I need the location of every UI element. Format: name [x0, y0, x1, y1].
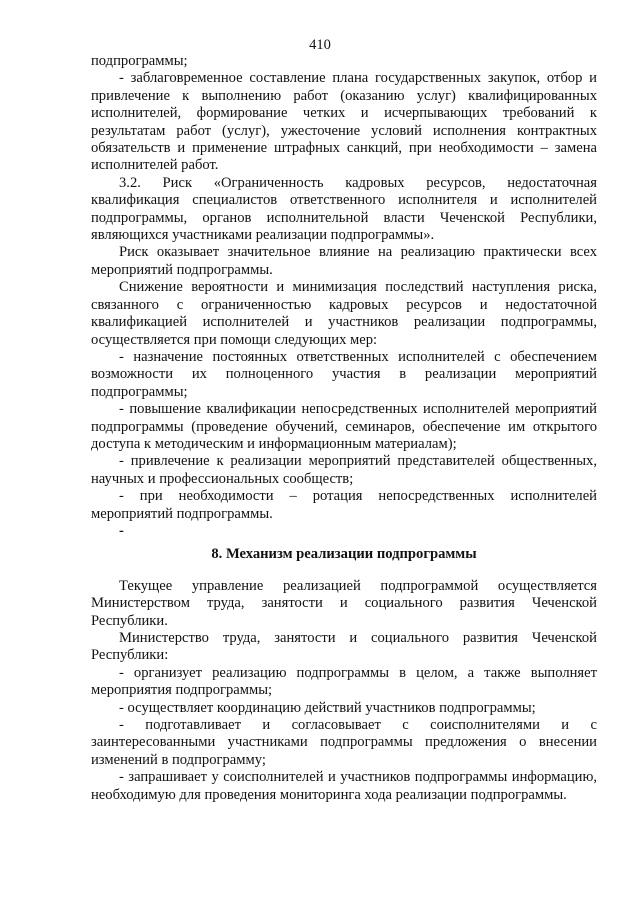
- page-number: 410: [309, 37, 331, 53]
- section-heading: 8. Механизм реализации подпрограммы: [211, 546, 477, 563]
- paragraph: 3.2. Риск «Ограниченность кадровых ресурсов, недостаточная квалификация специалистов ответственного исполнителя и исполнителей подпрограммы, органов исполнительной власти Чеченской Республики, являющихся участниками реализации подпрограммы».: [91, 174, 597, 244]
- paragraph: - подготавливает и согласовывает с соисполнителями и с заинтересованными участниками подпрограммы предложения о внесении изменений в подпрограмму;: [91, 717, 597, 768]
- paragraph: - назначение постоянных ответственных исполнителей с обеспечением возможности их полноценного участия в реализации мероприятий подпрограммы;: [91, 348, 597, 400]
- paragraph: Снижение вероятности и минимизация последствий наступления риска, связанного с ограниченностью кадровых ресурсов и недостаточной квалификацией исполнителей и участников реализации подпрограммы, осуществляется при помощи следующих мер:: [91, 279, 597, 348]
- paragraph: -: [119, 522, 124, 539]
- paragraph: - повышение квалификации непосредственных исполнителей мероприятий подпрограммы (проведение обучений, семинаров, обеспечение им открытого доступа к методическим и информационным материалам);: [91, 401, 597, 452]
- paragraph: - привлечение к реализации мероприятий представителей общественных, научных и профессиональных сообществ;: [91, 453, 597, 487]
- paragraph: - запрашивает у соисполнителей и участников подпрограммы информацию, необходимую для проведения мониторинга хода реализации подпрограммы.: [91, 769, 597, 803]
- paragraph: - заблаговременное составление плана государственных закупок, отбор и привлечение к выполнению работ (оказанию услуг) квалифицированных исполнителей, формирование четких и исчерпывающих требований к результатам работ (услуг), ужесточение условий исполнения контрактных обязательств и применение штрафных санкций, при необходимости – замена исполнителей работ.: [91, 70, 597, 174]
- paragraph: Риск оказывает значительное влияние на реализацию практически всех мероприятий подпрограммы.: [91, 244, 597, 278]
- paragraph: Министерство труда, занятости и социального развития Чеченской Республики:: [91, 630, 597, 664]
- paragraph: Текущее управление реализацией подпрограммой осуществляется Министерством труда, занятости и социального развития Чеченской Республики.: [91, 577, 597, 629]
- paragraph: - при необходимости – ротация непосредственных исполнителей мероприятий подпрограммы.: [91, 488, 597, 522]
- document-body: [91, 53, 597, 804]
- paragraph: - организует реализацию подпрограммы в целом, а также выполняет мероприятия подпрограммы;: [91, 664, 597, 699]
- paragraph: подпрограммы;: [91, 53, 188, 69]
- paragraph: - осуществляет координацию действий участников подпрограммы;: [119, 699, 536, 716]
